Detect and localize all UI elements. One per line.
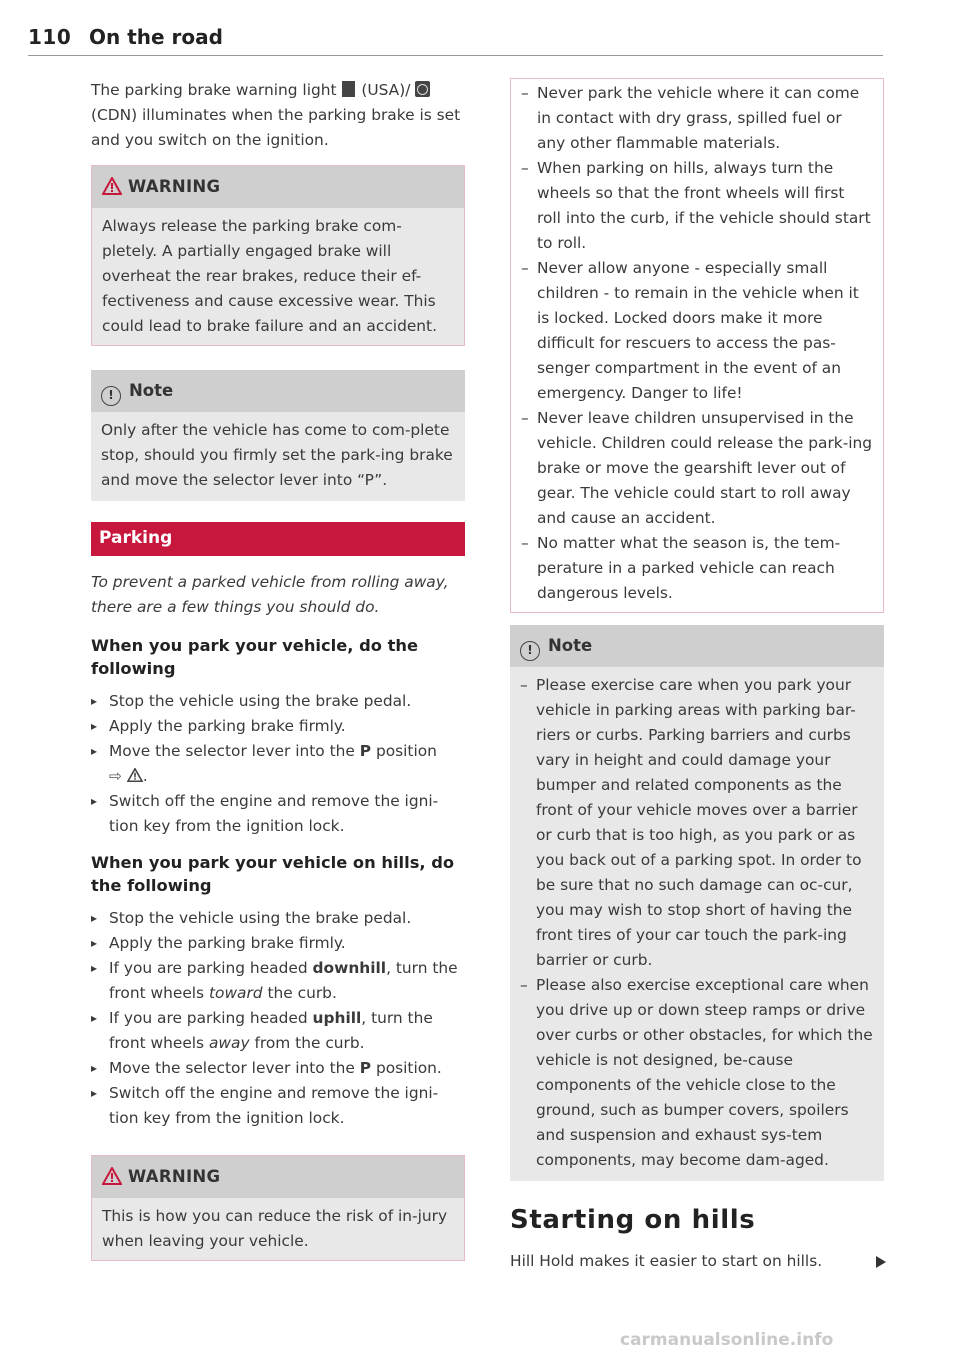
list-item: – Never leave children unsupervised in the vehicle. Children could release the park-ing brake or move the gearshift lever out of gear. The vehicle could start to roll away and cause an accident. (521, 406, 873, 531)
section-bar-parking: Parking (91, 522, 465, 556)
list-item: – Never allow anyone - especially small children - to remain in the vehicle when it is locked. Locked doors make it more difficult for rescuers to access the pas-senger compartment in the event of an emergency. Danger to life! (521, 256, 873, 406)
list-item: – Please also exercise exceptional care when you drive up or down steep ramps or drive over curbs or other obstacles, for which the vehicle is not designed, be-cause components of the vehicle close to the ground, such as bumper covers, spoilers and suspension and exhaust sys-tem components, may become dam-aged. (520, 973, 874, 1173)
final-paragraph (510, 1249, 884, 1274)
list-item: – Never park the vehicle where it can come in contact with dry grass, spilled fuel or any other flammable materials. (521, 81, 873, 156)
steps-list-hills (91, 906, 465, 1131)
step-text: , turn the front wheels (109, 1009, 433, 1052)
note-header (510, 625, 884, 667)
subheading-park: When you park your vehicle, do the following (91, 636, 419, 678)
continue-arrow-icon[interactable] (876, 1256, 886, 1268)
section-title: On the road (89, 25, 223, 49)
note-info-icon: ! (520, 641, 540, 661)
step-text: from the curb. (254, 1034, 365, 1052)
warning-continued-body (511, 79, 883, 612)
warning-triangle-icon (102, 177, 122, 195)
list-item: – No matter what the season is, the tem-perature in a parked vehicle can reach dangerous levels. (521, 531, 873, 606)
step-text: position. (375, 1059, 442, 1077)
subheading-hills: When you park your vehicle on hills, do the following (91, 853, 455, 895)
gear-p-label: P (359, 1059, 372, 1077)
step-text: Move the selector lever into the (109, 742, 355, 760)
warning-box (91, 165, 465, 346)
note-list (520, 673, 874, 1173)
intro-paragraph (91, 78, 465, 153)
step-text: , turn the front wheels (109, 959, 458, 1002)
warning-triangle-icon (102, 1167, 122, 1185)
note-title: Note (548, 636, 593, 655)
gear-p-label: P (359, 742, 372, 760)
final-text: Hill Hold makes it easier to start on hills. (510, 1252, 823, 1270)
left-column (91, 78, 465, 1261)
heading-starting-on-hills: Starting on hills (510, 1205, 756, 1235)
intro-text-a: The parking brake warning light (91, 81, 337, 99)
right-column (510, 78, 884, 1274)
warning-header (92, 1156, 464, 1198)
list-item (91, 1006, 465, 1056)
step-text: Move the selector lever into the (109, 1059, 355, 1077)
parking-brake-icon (342, 81, 355, 97)
list-item: – Please exercise care when you park your vehicle in parking areas with parking bar-riers or curbs. Parking barriers and curbs vary in height and could damage your bumper and related components as the front of your vehicle moves over a barrier or curb that is too high, as you park or as you back out of a parking spot. In order to be sure that no such damage can oc-cur, you may wish to stop short of having the front tires of your car touch the park-ing barrier or curb. (520, 673, 874, 973)
page-number: 110 (28, 25, 72, 49)
list-item: ▸ Move the selector lever into the P position ⇨ . (91, 739, 465, 789)
parking-brake-p-icon (415, 81, 430, 97)
warning-continued-box (510, 78, 884, 613)
warning-header (92, 166, 464, 208)
warning-text: Always release the parking brake com-pletely. A partially engaged brake will overheat the rear brakes, reduce their ef-fectiveness and cause excessive wear. This could lead to brake failure and an accident. (92, 208, 464, 345)
list-item (91, 956, 465, 1006)
steps-list-park (91, 689, 465, 839)
warning-ref-icon[interactable] (127, 768, 143, 782)
warning-list (521, 81, 873, 606)
note-box-2 (510, 625, 884, 1181)
watermark: carmanualsonline.info (620, 1330, 834, 1350)
note-info-icon: ! (101, 386, 121, 406)
warning-title: WARNING (128, 177, 221, 196)
list-item: – When parking on hills, always turn the wheels so that the front wheels will first roll into the curb, if the vehicle should start to roll. (521, 156, 873, 256)
list-item: ▸ Stop the vehicle using the brake pedal. (91, 906, 465, 931)
step-text: the curb. (267, 984, 337, 1002)
list-item: ▸ Stop the vehicle using the brake pedal. (91, 689, 465, 714)
step-text: If you are parking headed (109, 959, 308, 977)
warning-title: WARNING (128, 1167, 221, 1186)
list-item: ▸ Apply the parking brake firmly. (91, 714, 465, 739)
warning-box-2 (91, 1155, 465, 1261)
list-item: ▸ Switch off the engine and remove the igni-tion key from the ignition lock. (91, 789, 465, 839)
note-title: Note (129, 381, 174, 400)
intro-text-c: (CDN) illuminates when the parking brake is set and you switch on the ignition. (91, 106, 461, 149)
emphasis-away: away (209, 1034, 250, 1052)
list-item: ▸ Apply the parking brake firmly. (91, 931, 465, 956)
note-body (510, 667, 884, 1181)
emphasis-toward: toward (209, 984, 263, 1002)
note-text: Only after the vehicle has come to com-plete stop, should you firmly set the park-ing brake and move the selector lever into “P”. (91, 412, 465, 501)
list-item: ▸ Switch off the engine and remove the igni-tion key from the ignition lock. (91, 1081, 465, 1131)
ref-arrow-icon[interactable]: ⇨ (109, 767, 122, 785)
warning-text: This is how you can reduce the risk of in-jury when leaving your vehicle. (92, 1198, 464, 1260)
intro-text-b: (USA)/ (361, 81, 411, 99)
note-header (91, 370, 465, 412)
step-text: position (375, 742, 437, 760)
section-intro: To prevent a parked vehicle from rolling away, there are a few things you should do. (91, 573, 449, 616)
note-box (91, 370, 465, 501)
page-header (28, 22, 883, 56)
emphasis-uphill: uphill (312, 1009, 362, 1027)
emphasis-downhill: downhill (312, 959, 387, 977)
list-item (91, 1056, 465, 1081)
step-text: If you are parking headed (109, 1009, 308, 1027)
